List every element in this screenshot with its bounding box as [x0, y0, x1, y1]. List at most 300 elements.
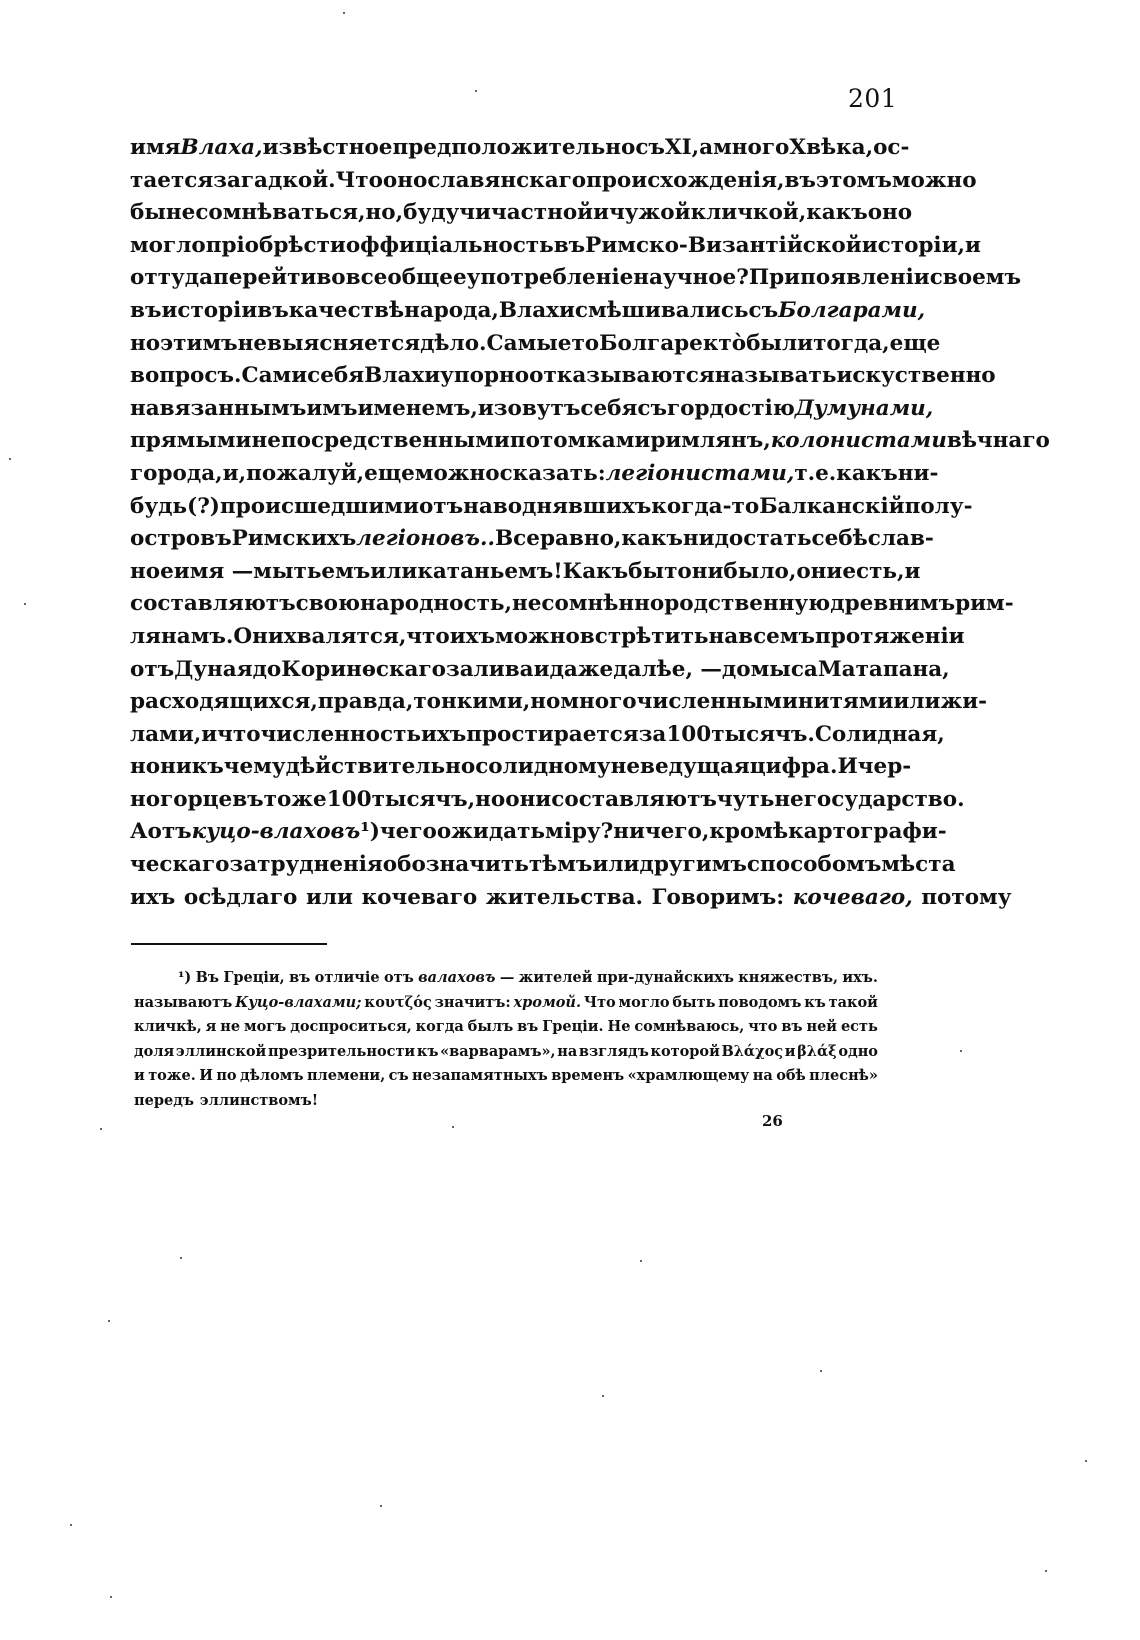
word: перейти [213, 265, 317, 291]
word: чуть [716, 786, 775, 812]
footnote-line [134, 1040, 878, 1065]
word: передъ [134, 1091, 194, 1109]
word: можно [414, 460, 500, 486]
word: оно [867, 200, 913, 226]
word: — [499, 969, 515, 986]
italic-word: хромой. [513, 993, 582, 1011]
word: ни [682, 526, 715, 552]
word: но, [365, 200, 404, 226]
word: другимъ [639, 852, 747, 878]
italic-word: куцо-влаховъ [191, 819, 361, 845]
word: кличкой, [690, 200, 807, 226]
word: могъ [244, 1018, 287, 1036]
word: залива [445, 656, 534, 682]
word: катаньемъ! [417, 558, 563, 584]
word: но [530, 689, 561, 715]
word: происхожденія, [586, 167, 785, 193]
word: гордостію [666, 395, 795, 421]
word: народность, [360, 591, 512, 617]
word: рим- [955, 591, 1014, 617]
word: мыса [750, 656, 818, 682]
italic-word: Влаха, [180, 135, 263, 160]
word: составляютъ [130, 591, 296, 617]
word: на [708, 623, 739, 649]
word: поводомъ [718, 993, 802, 1011]
word: былъ [467, 1018, 514, 1036]
word: наводнявшихъ [463, 493, 652, 519]
text-line [130, 849, 956, 882]
word: Римско-Византійской [585, 232, 862, 258]
scan-speck [180, 1257, 182, 1259]
word: къ [804, 993, 826, 1011]
word: зовутъ [493, 395, 581, 421]
scan-speck [640, 1260, 642, 1262]
scan-speck [100, 1128, 102, 1130]
word: оно [382, 167, 428, 193]
word: Все [495, 526, 540, 552]
word: но [130, 754, 161, 780]
word: называть [714, 363, 837, 389]
word: ихъ. [842, 969, 878, 986]
word: ¹) [178, 969, 192, 986]
text-line [130, 230, 981, 263]
word: можно [494, 623, 580, 649]
word: частной [491, 200, 594, 226]
word: а [699, 135, 714, 160]
word: несомнѣнно [512, 591, 665, 617]
word: но [475, 786, 506, 812]
word: картографи- [788, 819, 947, 845]
word: какъ [806, 200, 868, 226]
word: или [370, 558, 418, 584]
word: съ [748, 297, 779, 323]
italic-word: колонистами [770, 428, 947, 454]
word: бы [130, 200, 166, 226]
word: имя [130, 135, 181, 160]
word: доспроситься, [290, 1018, 412, 1036]
text-line [130, 751, 912, 784]
word: Греціи, [223, 969, 285, 986]
word: ктò [702, 330, 747, 356]
word: равно, [539, 526, 622, 552]
word: именемъ, [357, 395, 478, 421]
text-line [130, 816, 947, 849]
word: тается [130, 167, 214, 193]
word: «храмлющему [627, 1067, 750, 1085]
text-line [130, 556, 921, 589]
scan-speck [108, 1320, 110, 1322]
word: до [721, 656, 751, 682]
word: отъ [147, 819, 192, 845]
word: тысячъ, [371, 786, 476, 812]
word: Какъ [562, 558, 629, 584]
scan-speck [70, 1524, 72, 1526]
scan-speck [1085, 1460, 1087, 1462]
word: они [505, 786, 552, 812]
word: вѣчнаго [946, 428, 1050, 454]
word: непосредственными [251, 428, 510, 454]
word: еще [364, 460, 415, 486]
word: ожидать [436, 819, 546, 845]
scan-speck [343, 12, 345, 14]
word: правда, [317, 689, 414, 715]
word: т. [794, 460, 816, 486]
word: Говоримъ: [651, 884, 785, 910]
word: ногорцевъ [130, 786, 264, 812]
word: то [664, 558, 692, 584]
word: упорно [440, 363, 530, 389]
word: сказать: [499, 460, 606, 486]
word: ихъ [449, 623, 495, 649]
word: жителей [518, 969, 593, 986]
footnote-line [134, 966, 878, 991]
italic-word: валаховъ [418, 969, 496, 986]
word: Римскихъ [231, 526, 357, 552]
word: простирается [466, 721, 639, 747]
word: А [130, 819, 148, 845]
word: еще [889, 330, 941, 356]
word: составляютъ [551, 786, 717, 812]
word: за [638, 721, 667, 747]
word: и [201, 721, 218, 747]
word: тонкими, [413, 689, 531, 715]
word: то [571, 330, 600, 356]
word: и [134, 1067, 145, 1085]
italic-word: легіонистами, [605, 460, 795, 486]
word: тогда, [813, 330, 890, 356]
word: народа, [404, 297, 499, 323]
word: могло [618, 993, 670, 1011]
word: или [592, 852, 640, 878]
word: когда-то [651, 493, 760, 519]
text-line [130, 654, 950, 687]
word: появленіи [800, 265, 930, 291]
word: Βλάχος [721, 1042, 784, 1060]
word: какъ [621, 526, 683, 552]
footnote-rule [131, 943, 327, 945]
text-line [130, 523, 934, 556]
word: быть [672, 993, 716, 1011]
word: этимъ [160, 330, 238, 356]
word: пожалуй, [246, 460, 365, 486]
word: государство. [803, 786, 965, 812]
word: предположительно [392, 135, 636, 160]
word: Что [583, 993, 616, 1011]
word: міру? [545, 819, 614, 845]
word: и [904, 558, 921, 584]
word: (?) [187, 493, 220, 519]
scan-speck [9, 458, 11, 460]
word: качествѣ [288, 297, 405, 323]
text-line [130, 621, 965, 654]
text-line [130, 393, 934, 426]
word: древнимъ [830, 591, 956, 617]
word: цифра. [749, 754, 838, 780]
word: хвалятся, [283, 623, 407, 649]
word: расходящихся, [130, 689, 318, 715]
word: такой [828, 993, 878, 1011]
word: на [557, 1042, 578, 1060]
text-line [130, 328, 941, 361]
word: въ [784, 167, 816, 193]
word: е. [815, 460, 837, 486]
footnotes [134, 966, 878, 1114]
word: При [748, 265, 801, 291]
word: пріобрѣсти [205, 232, 346, 258]
word: ¹) [360, 819, 380, 845]
footnote-line [134, 991, 878, 1016]
word: Сами [241, 363, 308, 389]
word: отъ [418, 493, 464, 519]
word: которой [650, 1042, 720, 1060]
word: себѣ [811, 526, 868, 552]
word: нибыло, [691, 558, 797, 584]
word: римлянъ, [650, 428, 771, 454]
word: что [217, 721, 261, 747]
word: съ [637, 395, 667, 421]
word: въ [553, 232, 586, 258]
word: но [130, 330, 161, 356]
word: загадкой. [213, 167, 336, 193]
word: съ [635, 135, 665, 160]
word: Не [607, 1018, 631, 1036]
word: имя — [173, 558, 254, 584]
word: какъ [836, 460, 898, 486]
word: чер- [857, 754, 912, 780]
word: къ [191, 754, 224, 780]
word: не [610, 754, 640, 780]
word: Болгаре [599, 330, 703, 356]
scan-speck [960, 1050, 962, 1052]
word: βλάξ [797, 1042, 837, 1060]
word: Самые [486, 330, 572, 356]
word: не [237, 330, 268, 356]
word: въ [781, 1018, 803, 1036]
word: Они [233, 623, 284, 649]
word: оффиціальность [345, 232, 554, 258]
word: происшедшими [219, 493, 419, 519]
scan-speck [1045, 1570, 1047, 1572]
word: могло [130, 232, 206, 258]
word: взглядъ [578, 1042, 649, 1060]
word: когда [415, 1018, 464, 1036]
footnote-line [134, 1089, 878, 1114]
text-line [130, 132, 910, 165]
main-text [130, 132, 1050, 914]
word: города, [130, 460, 223, 486]
word: ничего, [613, 819, 710, 845]
word: что [406, 623, 450, 649]
word: 100 [666, 721, 712, 747]
word: что [748, 1018, 778, 1036]
word: чужой [609, 200, 691, 226]
word: обозначить [382, 852, 529, 878]
word: дѣйствительно [285, 754, 476, 780]
word: исторіи, [861, 232, 966, 258]
text-line [130, 458, 939, 491]
word: Влахи [364, 363, 441, 389]
word: одно [838, 1042, 878, 1060]
word: И [837, 754, 858, 780]
word: они [796, 558, 843, 584]
word: протяженіи [815, 623, 965, 649]
word: я [205, 1018, 217, 1036]
text-line [130, 882, 1012, 915]
word: смѣшивались [574, 297, 749, 323]
word: кочеваго [361, 884, 478, 910]
word: потомками [509, 428, 651, 454]
word: отличіе [314, 969, 380, 986]
word: княжествъ, [738, 969, 838, 986]
word: выясняется [267, 330, 421, 356]
word: въ [289, 969, 311, 986]
word: κουτζός [364, 993, 432, 1011]
word: кромѣ [709, 819, 789, 845]
footnote-line [134, 1015, 878, 1040]
word: много [713, 135, 790, 160]
text-line [130, 262, 1021, 295]
word: при-дунайскихъ [596, 969, 734, 986]
scan-speck [602, 1395, 604, 1397]
scan-speck [452, 1126, 454, 1128]
word: извѣстное [262, 135, 393, 160]
word: вѣка, [806, 135, 874, 160]
word: бы [628, 558, 665, 584]
word: достать [714, 526, 812, 552]
word: въ [517, 1018, 539, 1036]
word: даже [549, 656, 614, 682]
word: племени, [306, 1067, 386, 1085]
italic-word: кочеваго, [792, 884, 913, 910]
scan-speck [24, 603, 26, 605]
word: отъ [130, 656, 175, 682]
text-line [130, 719, 945, 752]
word: жи- [940, 689, 988, 715]
word: ос- [873, 135, 910, 160]
word: навязаннымъ [130, 395, 307, 421]
word: научное? [633, 265, 749, 291]
word: прямыми [130, 428, 252, 454]
word: чего [379, 819, 437, 845]
word: ихъ [130, 884, 176, 910]
word: ихъ [421, 721, 467, 747]
word: съ [388, 1067, 409, 1085]
page-number: 201 [848, 84, 898, 113]
word: Солидная, [814, 721, 945, 747]
word: имъ [306, 395, 358, 421]
word: кличкѣ, [134, 1018, 202, 1036]
word: обѣ [776, 1067, 806, 1085]
word: полу- [904, 493, 973, 519]
word: къ [416, 1042, 439, 1060]
word: не [165, 200, 196, 226]
word: «варварамъ», [440, 1042, 556, 1060]
word: тысячъ. [711, 721, 815, 747]
word: ни [160, 754, 192, 780]
word: всеобщее [345, 265, 467, 291]
word: исторіи [161, 297, 258, 323]
word: свою [295, 591, 361, 617]
scan-speck [475, 90, 477, 92]
word: и [533, 656, 550, 682]
word: нитями [797, 689, 894, 715]
word: ческаго [130, 852, 230, 878]
word: значитъ: [434, 993, 511, 1011]
word: и [965, 232, 981, 258]
word: презрительности [267, 1042, 416, 1060]
word: ни- [897, 460, 939, 486]
word: родственную [664, 591, 831, 617]
word: Въ [195, 969, 219, 986]
word: во [316, 265, 346, 291]
word: временъ [551, 1067, 625, 1085]
word: мытьемъ [253, 558, 371, 584]
word: доля [134, 1042, 175, 1060]
word: далѣе, — [613, 656, 722, 682]
word: солидному [475, 754, 611, 780]
word: лами, [130, 721, 202, 747]
word: осѣдлаго [183, 884, 298, 910]
word: себя [307, 363, 365, 389]
word: Балканскій [759, 493, 905, 519]
word: не [774, 786, 804, 812]
word: вопросъ. [130, 363, 242, 389]
word: были [746, 330, 814, 356]
word: есть, [842, 558, 905, 584]
word: оттуда [130, 265, 214, 291]
word: тѣмъ [528, 852, 593, 878]
italic-word: Думунами, [794, 395, 934, 421]
word: 100 [326, 786, 372, 812]
text-line [130, 360, 996, 393]
word: называютъ [134, 993, 233, 1011]
word: по [216, 1067, 237, 1085]
word: и [477, 395, 494, 421]
word: дѣло. [420, 330, 487, 356]
word: тоже [263, 786, 327, 812]
footnote-line [134, 1064, 878, 1089]
word: не [220, 1018, 241, 1036]
word: мѣста [881, 852, 956, 878]
word: можно [891, 167, 977, 193]
word: Влахи [498, 297, 575, 323]
word: сомнѣваюсь, [634, 1018, 745, 1036]
word: этомъ [815, 167, 892, 193]
word: чему [223, 754, 286, 780]
word: на [752, 1067, 773, 1085]
italic-word: легіоновъ.. [356, 526, 495, 552]
word: лянамъ. [130, 623, 234, 649]
word: слав- [867, 526, 934, 552]
word: способомъ [746, 852, 882, 878]
word: плеснѣ» [809, 1067, 878, 1085]
word: потому [921, 884, 1012, 910]
word: Матапана, [817, 656, 950, 682]
scan-speck [110, 1596, 112, 1598]
italic-word: Болгарами, [778, 297, 926, 323]
word: тоже. [148, 1067, 196, 1085]
word: ведущая [640, 754, 750, 780]
word: жительства. [485, 884, 644, 910]
word: будучи [403, 200, 491, 226]
text-line [130, 588, 1014, 621]
word: сомнѣваться, [195, 200, 366, 226]
word: отъ [384, 969, 414, 986]
word: Греціи. [542, 1018, 604, 1036]
word: незапамятныхъ [412, 1067, 548, 1085]
word: дѣломъ [240, 1067, 304, 1085]
word: эллинствомъ! [199, 1091, 319, 1109]
